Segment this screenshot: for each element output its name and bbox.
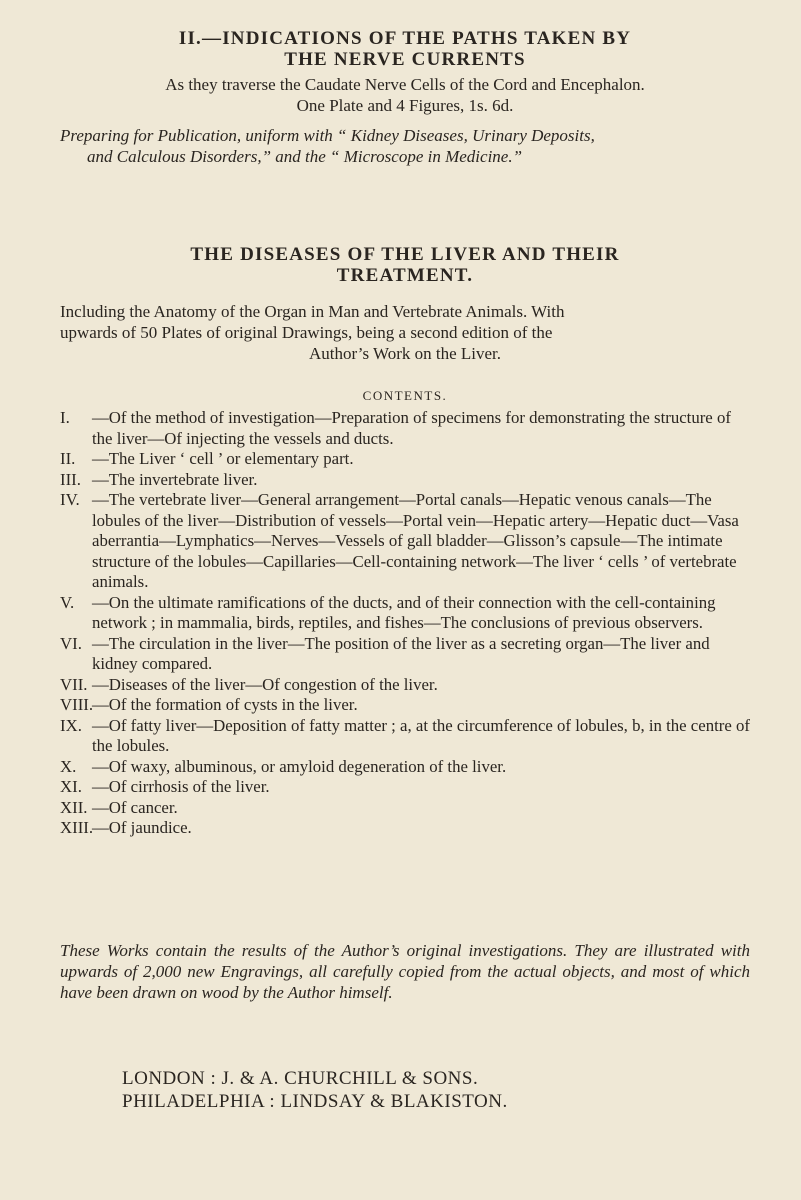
entry-text: —The Liver ‘ cell ’ or elementary part. xyxy=(92,449,354,468)
entry-number: X. xyxy=(60,756,77,776)
liver-title-line2: TREATMENT. xyxy=(336,265,474,286)
nerve-currents-section xyxy=(60,28,750,167)
entry-number: II. xyxy=(60,449,76,468)
contents-entry xyxy=(60,798,750,819)
entry-number: XII. xyxy=(60,797,88,817)
contents-entry xyxy=(60,716,750,757)
contents-heading: CONTENTS. xyxy=(362,388,448,403)
contents-entry xyxy=(60,695,750,716)
entry-number: IV. xyxy=(60,490,80,509)
entry-text: —Of fatty liver—Deposition of fatty matter ; a, at the circumference of lobules, b, in the centre of the lobules. xyxy=(92,715,750,755)
imprint-block xyxy=(122,1067,742,1113)
entry-text: —The invertebrate liver. xyxy=(92,469,258,489)
contents-entry xyxy=(60,675,750,696)
entry-number: I. xyxy=(60,408,70,427)
entry-number: III. xyxy=(60,469,81,489)
entry-text: —Diseases of the liver—Of congestion of the liver. xyxy=(92,674,438,694)
liver-title-line1: THE DISEASES OF THE LIVER AND THEIR xyxy=(190,244,620,265)
entry-text: —Of cirrhosis of the liver. xyxy=(92,777,270,796)
entry-text: —On the ultimate ramifications of the ducts, and of their connection with the cell-containing network ; in mammalia, birds, reptiles, and fishes—The conclusions of previous observers. xyxy=(92,592,716,632)
closing-note-block xyxy=(60,940,750,1003)
contents-entry xyxy=(60,634,750,675)
contents-entry xyxy=(60,490,750,593)
entry-text: —Of cancer. xyxy=(92,797,178,817)
contents-entry xyxy=(60,757,750,778)
nerve-currents-title-line2: THE NERVE CURRENTS xyxy=(284,49,526,70)
entry-text: —Of the formation of cysts in the liver. xyxy=(92,695,358,714)
liver-intro-line3: Author’s Work on the Liver. xyxy=(308,344,502,363)
imprint-london: LONDON : J. & A. CHURCHILL & SONS. xyxy=(122,1068,479,1089)
entry-text: —Of jaundice. xyxy=(92,818,192,837)
contents-entry xyxy=(60,593,750,634)
contents-list xyxy=(60,408,750,839)
entry-number: XI. xyxy=(60,777,82,796)
preparing-note-line1: Preparing for Publication, uniform with “ Kidney Diseases, Urinary Deposits, xyxy=(60,126,595,145)
nerve-currents-title-line1: II.—INDICATIONS OF THE PATHS TAKEN BY xyxy=(178,28,632,49)
liver-intro-line2: upwards of 50 Plates of original Drawings, being a second edition of the xyxy=(60,323,553,342)
closing-note: These Works contain the results of the Author’s original investigations. They are illustrated with upwards of 2,000 new Engravings, all carefully copied from the actual objects, and most of which have been drawn on wood by the Author himself. xyxy=(60,941,750,1002)
entry-text: —Of waxy, albuminous, or amyloid degeneration of the liver. xyxy=(92,756,507,776)
entry-text: —Of the method of investigation—Preparation of specimens for demonstrating the structure of the liver—Of injecting the vessels and ducts. xyxy=(92,408,731,448)
entry-text: —The circulation in the liver—The position of the liver as a secreting organ—The liver and kidney compared. xyxy=(92,633,710,673)
nerve-currents-subtitle: As they traverse the Caudate Nerve Cells of the Cord and Encephalon. xyxy=(165,75,645,94)
nerve-currents-plates: One Plate and 4 Figures, 1s. 6d. xyxy=(296,96,514,115)
liver-intro-line1: Including the Anatomy of the Organ in Man and Vertebrate Animals. With xyxy=(60,302,565,321)
imprint-philadelphia: PHILADELPHIA : LINDSAY & BLAKISTON. xyxy=(122,1091,508,1112)
contents-entry xyxy=(60,408,750,449)
entry-text: —The vertebrate liver—General arrangement—Portal canals—Hepatic venous canals—The lobules of the liver—Distribution of vessels—Portal vein—Hepatic artery—Hepatic duct—Vasa aberrantia—Lymphatics—Nerves—Vessels of gall bladder—Glisson’s capsule—The intimate structure of the lobules—Capillaries—Cell-containing network—The liver ‘ cells ’ of vertebrate animals. xyxy=(92,490,739,591)
preparing-note-line2: and Calculous Disorders,” and the “ Microscope in Medicine.” xyxy=(87,147,523,166)
contents-entry xyxy=(60,470,750,491)
entry-number: VI. xyxy=(60,633,82,653)
contents-entry xyxy=(60,777,750,798)
entry-number: XIII. xyxy=(60,818,94,837)
entry-number: VII. xyxy=(60,674,88,694)
contents-entry xyxy=(60,449,750,470)
liver-section xyxy=(60,244,750,404)
entry-number: V. xyxy=(60,592,75,612)
contents-entry xyxy=(60,818,750,839)
entry-number: VIII. xyxy=(60,695,94,714)
entry-number: IX. xyxy=(60,715,82,735)
